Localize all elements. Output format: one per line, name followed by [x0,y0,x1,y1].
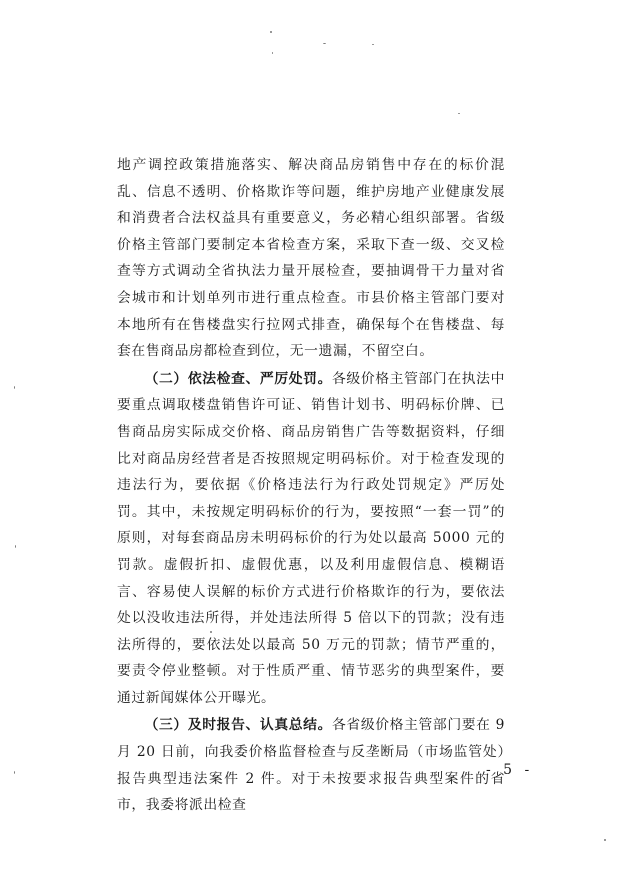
scan-speck [15,545,16,548]
scan-speck [604,839,606,841]
scan-speck [210,631,212,633]
paragraph-heading: （三）及时报告、认真总结。 [144,717,333,734]
scan-speck [272,52,273,54]
scan-speck [14,386,15,389]
page-number: - 5 - [486,762,534,778]
scan-speck [14,771,15,774]
paragraph-text: 各省级价格主管部门要在 9 月 20 日前，向我委价格监督检查与反垄断局（市场监管处）报告典型违法案件 2 件。对于未按要求报告典型案件的省市，我委将派出检查 [117,717,505,814]
paragraph-heading: （二）依法检查、严厉处罚。 [144,370,333,387]
document-body [117,152,505,819]
paragraph-continuation [117,152,505,365]
scan-speck [270,31,272,33]
scan-speck [458,113,460,114]
paragraph-inspection-penalty [117,366,505,712]
paragraph-text: 各级价格主管部门在执法中要重点调取楼盘销售许可证、销售计划书、明码标价牌、已售商品房实际成交价格、商品房销售广告等数据资料，仔细比对商品房经营者是否按照规定明码标价。对于检查发现的违法行为，要依据《价格违法行为行政处罚规定》严厉处罚。其中，未按规定明码标价的行为，要按照“一套一罚”的原则，对每套商品房未明码标价的行为处以最高 5000 元的罚款。虚假折扣、虚假优惠，以及利用虚假信息、模糊语言、容易使人误解的标价方式进行价格欺诈的行为，要依法处以没收违法所得，并处违法所得 5 倍以下的罚款；没有违法所得的，要依法处以最高 50 万元的罚款；情节严重的，要责令停业整顿。对于性质严重、情节恶劣的典型案件，要通过新闻媒体公开曝光。 [117,370,505,706]
paragraph-report-summary [117,712,505,818]
scan-speck [323,43,326,44]
paragraph-text: 地产调控政策措施落实、解决商品房销售中存在的标价混乱、信息不透明、价格欺诈等问题，维护房地产业健康发展和消费者合法权益具有重要意义，务必精心组织部署。省级价格主管部门要制定本省检查方案，采取下查一级、交叉检查等方式调动全省执法力量开展检查，要抽调骨干力量对省会城市和计划单列市进行重点检查。市县价格主管部门要对本地所有在售楼盘实行拉网式排查，确保每个在售楼盘、每套在售商品房都检查到位，无一遗漏，不留空白。 [117,157,505,360]
scan-speck [372,44,374,45]
